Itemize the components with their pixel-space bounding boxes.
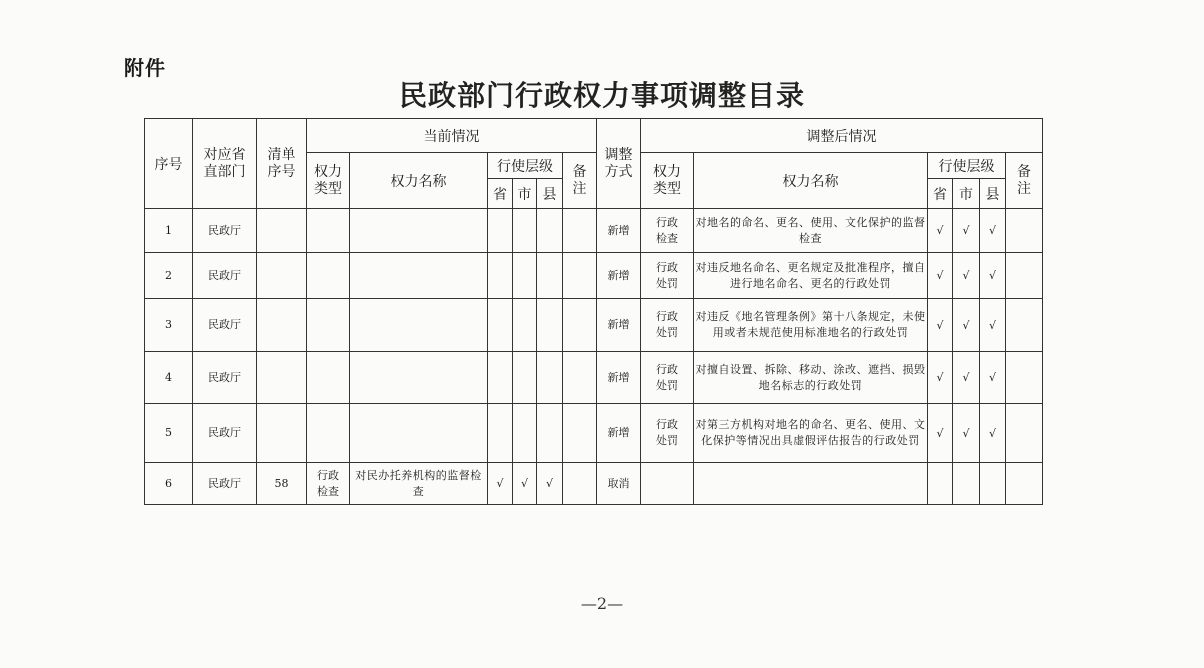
header-after: 调整后情况 [641,119,1043,153]
row-seq: 6 [145,463,193,505]
row-cur-city [513,253,537,299]
row-cur-province [488,209,513,253]
row-cur-county: √ [537,463,563,505]
row-seq: 1 [145,209,193,253]
row-cur-type [307,352,350,404]
row-new-county: √ [980,253,1006,299]
row-dept: 民政厅 [193,463,257,505]
row-new-type: 行政处罚 [641,253,694,299]
row-list-no [257,209,307,253]
row-cur-name [350,404,488,463]
header-new-province: 省 [928,179,953,209]
table-row [145,352,1043,404]
row-new-province: √ [928,352,953,404]
header-method: 调整方式 [597,119,641,209]
row-cur-province [488,404,513,463]
row-new-type: 行政检查 [641,209,694,253]
row-cur-remark [563,209,597,253]
row-cur-type [307,404,350,463]
header-new-remark: 备注 [1006,153,1043,209]
row-new-county: √ [980,404,1006,463]
row-cur-type [307,209,350,253]
row-new-province: √ [928,253,953,299]
row-new-name: 对第三方机构对地名的命名、更名、使用、文化保护等情况出具虚假评估报告的行政处罚 [694,404,928,463]
row-cur-name [350,253,488,299]
header-cur-city: 市 [513,179,537,209]
header-cur-level: 行使层级 [488,153,563,179]
row-cur-name [350,352,488,404]
row-list-no [257,352,307,404]
row-list-no [257,299,307,352]
row-seq: 4 [145,352,193,404]
header-cur-remark: 备注 [563,153,597,209]
adjustment-table [144,118,1043,505]
row-cur-remark [563,253,597,299]
row-cur-province [488,299,513,352]
row-new-county [980,463,1006,505]
row-cur-county [537,352,563,404]
row-cur-county [537,404,563,463]
table-row [145,463,1043,505]
row-list-no [257,253,307,299]
row-cur-name [350,299,488,352]
header-new-county: 县 [980,179,1006,209]
row-cur-name: 对民办托养机构的监督检查 [350,463,488,505]
row-new-province [928,463,953,505]
row-new-city: √ [953,253,980,299]
row-new-city: √ [953,352,980,404]
row-new-city [953,463,980,505]
row-new-remark [1006,209,1043,253]
row-new-type: 行政处罚 [641,352,694,404]
header-new-level: 行使层级 [928,153,1006,179]
row-cur-remark [563,404,597,463]
row-new-type: 行政处罚 [641,299,694,352]
header-cur-name: 权力名称 [350,153,488,209]
row-new-type [641,463,694,505]
row-new-remark [1006,352,1043,404]
table-row [145,404,1043,463]
row-cur-city: √ [513,463,537,505]
row-cur-type [307,253,350,299]
row-cur-name [350,209,488,253]
row-cur-province [488,253,513,299]
header-seq: 序号 [145,119,193,209]
table-row [145,253,1043,299]
header-cur-county: 县 [537,179,563,209]
row-new-city: √ [953,209,980,253]
row-new-name: 对违反《地名管理条例》第十八条规定，未使用或者未规范使用标准地名的行政处罚 [694,299,928,352]
header-dept: 对应省直部门 [193,119,257,209]
row-new-type: 行政处罚 [641,404,694,463]
row-cur-city [513,352,537,404]
row-new-county: √ [980,352,1006,404]
row-cur-city [513,299,537,352]
row-cur-city [513,209,537,253]
row-dept: 民政厅 [193,209,257,253]
row-new-province: √ [928,209,953,253]
row-dept: 民政厅 [193,352,257,404]
row-method: 新增 [597,299,641,352]
row-cur-province [488,352,513,404]
row-method: 新增 [597,404,641,463]
row-dept: 民政厅 [193,253,257,299]
header-cur-type: 权力类型 [307,153,350,209]
attachment-label: 附件 [124,56,166,80]
row-seq: 3 [145,299,193,352]
header-new-type: 权力类型 [641,153,694,209]
page-number: —2— [580,594,624,613]
row-seq: 2 [145,253,193,299]
row-list-no: 58 [257,463,307,505]
row-new-name [694,463,928,505]
table-row [145,299,1043,352]
row-cur-type: 行政检查 [307,463,350,505]
row-dept: 民政厅 [193,299,257,352]
row-method: 取消 [597,463,641,505]
row-new-county: √ [980,299,1006,352]
row-method: 新增 [597,352,641,404]
row-new-name: 对违反地名命名、更名规定及批准程序，擅自进行地名命名、更名的行政处罚 [694,253,928,299]
header-current: 当前情况 [307,119,597,153]
row-new-remark [1006,404,1043,463]
row-new-county: √ [980,209,1006,253]
header-new-name: 权力名称 [694,153,928,209]
row-new-name: 对擅自设置、拆除、移动、涂改、遮挡、损毁地名标志的行政处罚 [694,352,928,404]
row-cur-remark [563,299,597,352]
row-cur-city [513,404,537,463]
header-list-no: 清单序号 [257,119,307,209]
row-new-province: √ [928,404,953,463]
row-dept: 民政厅 [193,404,257,463]
document-title: 民政部门行政权力事项调整目录 [398,79,805,112]
row-cur-province: √ [488,463,513,505]
row-new-city: √ [953,299,980,352]
table-row [145,209,1043,253]
row-cur-county [537,209,563,253]
row-new-remark [1006,463,1043,505]
row-method: 新增 [597,209,641,253]
row-method: 新增 [597,253,641,299]
header-cur-province: 省 [488,179,513,209]
row-cur-remark [563,463,597,505]
row-new-city: √ [953,404,980,463]
row-cur-county [537,299,563,352]
row-new-province: √ [928,299,953,352]
header-new-city: 市 [953,179,980,209]
row-cur-county [537,253,563,299]
row-new-remark [1006,299,1043,352]
row-new-remark [1006,253,1043,299]
row-new-name: 对地名的命名、更名、使用、文化保护的监督检查 [694,209,928,253]
row-cur-type [307,299,350,352]
row-cur-remark [563,352,597,404]
row-list-no [257,404,307,463]
row-seq: 5 [145,404,193,463]
